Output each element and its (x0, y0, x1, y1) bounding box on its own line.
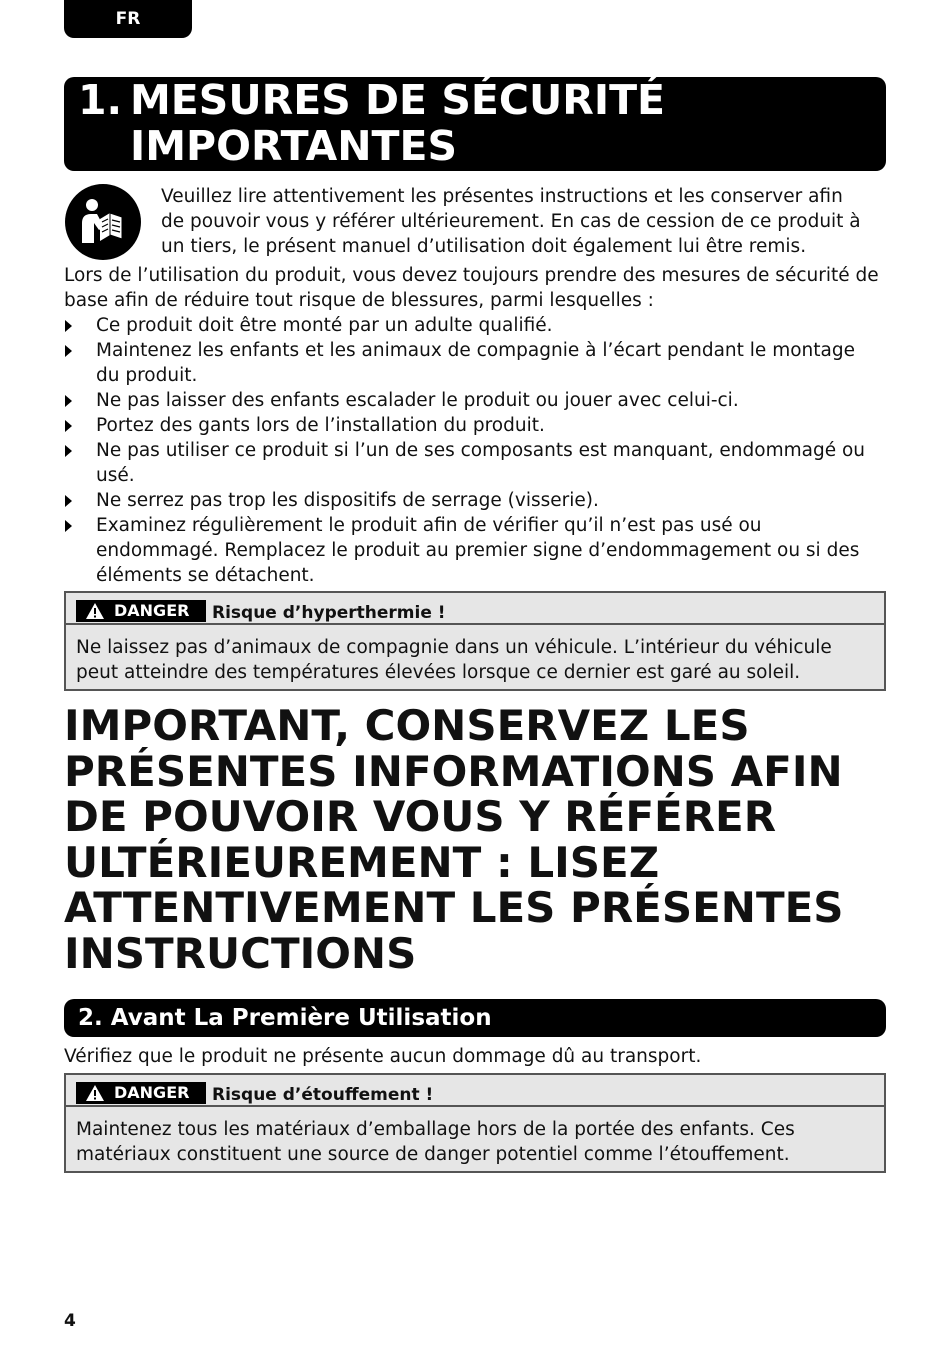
section2-paragraph: Vérifiez que le produit ne présente aucun dommage dû au transport. (64, 1046, 702, 1067)
section2-heading: 2. Avant La Première Utilisation (64, 999, 886, 1037)
page-number: 4 (64, 1311, 76, 1331)
danger-box-suffocation (64, 1073, 886, 1173)
danger-header (66, 1075, 884, 1105)
danger-badge (76, 1082, 206, 1104)
bullet-icon (65, 395, 72, 407)
safety-list (64, 313, 884, 588)
list-item (64, 388, 884, 413)
section1-heading (64, 77, 886, 171)
bullet-icon (65, 495, 72, 507)
list-item (64, 313, 884, 338)
intro-paragraph: Veuillez lire attentivement les présentes instructions et les conserver afin de pouvoir vous y référer ultérieurement. En cas de cession de ce produit à un tiers, le présent manuel d’utilisation doit également lui être remis. (161, 186, 861, 257)
list-item-text: Portez des gants lors de l’installation du produit. (96, 415, 545, 436)
danger-body: Maintenez tous les matériaux d’emballage hors de la portée des enfants. Ces matériaux constituent une source de danger potentiel comme l’étouffement. (76, 1119, 795, 1165)
section1-number: 1. (78, 76, 123, 124)
bullet-icon (65, 420, 72, 432)
list-item-text: Ne pas laisser des enfants escalader le produit ou jouer avec celui-ci. (96, 390, 739, 411)
list-item (64, 438, 884, 488)
bullet-icon (65, 445, 72, 457)
bullet-icon (65, 520, 72, 532)
danger-body: Ne laissez pas d’animaux de compagnie dans un véhicule. L’intérieur du véhicule peut atteindre des températures élevées lorsque ce dernier est garé au soleil. (76, 637, 832, 683)
read-manual-icon (64, 183, 142, 261)
list-item-text: Maintenez les enfants et les animaux de compagnie à l’écart pendant le montage du produit. (96, 340, 855, 386)
list-item (64, 413, 884, 438)
danger-badge (76, 600, 206, 622)
danger-title: Risque d’étouffement ! (212, 1085, 434, 1105)
danger-header (66, 593, 884, 623)
warning-icon (86, 603, 104, 619)
danger-badge-label: DANGER (114, 601, 190, 620)
list-item-text: Ne serrez pas trop les dispositifs de serrage (visserie). (96, 490, 599, 511)
list-item (64, 513, 884, 588)
important-heading: IMPORTANT, CONSERVEZ LES PRÉSENTES INFORMATIONS AFIN DE POUVOIR VOUS Y RÉFÉRER ULTÉRIEUREMENT : LISEZ ATTENTIVEMENT LES PRÉSENTES INSTRUCTIONS (64, 701, 844, 978)
list-item-text: Examinez régulièrement le produit afin de vérifier qu’il n’est pas usé ou endommagé. Remplacez le produit au premier signe d’endommagement ou si des éléments se détachent. (96, 515, 860, 586)
list-item-text: Ce produit doit être monté par un adulte qualifié. (96, 315, 553, 336)
list-item (64, 488, 884, 513)
warning-icon (86, 1085, 104, 1101)
section1-title: MESURES DE SÉCURITÉ IMPORTANTES (130, 76, 666, 170)
bullet-icon (65, 320, 72, 332)
danger-badge-label: DANGER (114, 1083, 190, 1102)
danger-title: Risque d’hyperthermie ! (212, 603, 446, 623)
list-item (64, 338, 884, 388)
language-tab: FR (64, 0, 192, 38)
lead-paragraph: Lors de l’utilisation du produit, vous devez toujours prendre des mesures de sécurité de base afin de réduire tout risque de blessures, parmi lesquelles : (64, 265, 879, 311)
bullet-icon (65, 345, 72, 357)
list-item-text: Ne pas utiliser ce produit si l’un de ses composants est manquant, endommagé ou usé. (96, 440, 866, 486)
danger-box-hyperthermia (64, 591, 886, 691)
